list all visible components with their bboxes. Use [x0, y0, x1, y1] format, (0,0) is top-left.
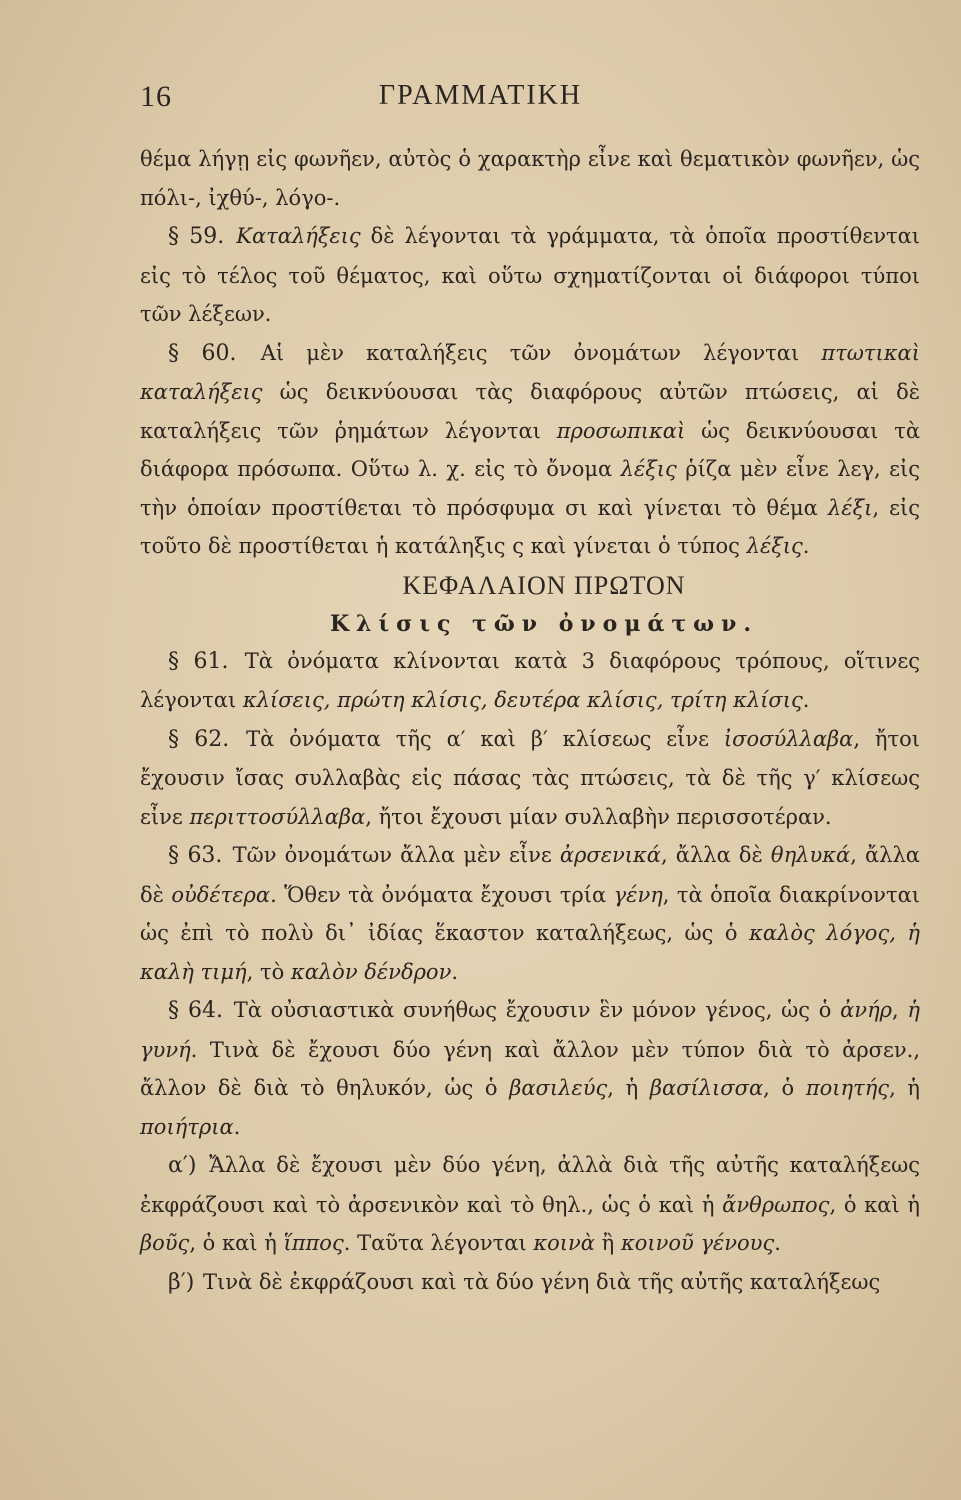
italic-term: πτωτικαὶ καταλήξεις [140, 340, 920, 404]
text-run: ὡς δεικνύουσαι τὰς διαφόρους αὐτῶν πτώσεις, αἱ δὲ καταλήξεις τῶν ῥημάτων λέγονται [140, 380, 920, 443]
text-run: . [233, 1114, 241, 1139]
text-run: . Ὅθεν τὰ ὀνόματα ἔχουσι τρία [270, 882, 607, 907]
text-run: , ἤτοι ἔχουσι μίαν συλλαβὴν περισσοτέραν. [365, 804, 832, 829]
text-run: , ὁ καὶ ἡ [189, 1231, 277, 1255]
text-run: Τὰ οὐσιαστικὰ συνήθως ἔχουσιν ἓν μόνον γένος, ὡς ὁ [233, 998, 832, 1022]
italic-term: ἵππος [283, 1231, 344, 1255]
section-number: § 61. [168, 648, 229, 674]
italic-term: οὐδέτερα [171, 882, 271, 907]
text-run: θέμα λήγῃ εἰς φωνῆεν, αὐτὸς ὁ χαρακτὴρ εἶνε καὶ θεματικὸν φωνῆεν, ὡς πόλι-, ἰχθύ-, λόγο-. [140, 147, 920, 210]
italic-term: λέξι [827, 495, 873, 520]
paragraph-alpha [140, 1146, 920, 1263]
text-run: , τὰ ὁποῖα διακρίνονται ὡς ἐπὶ τὸ πολὺ δι᾿ ἰδίας ἕκαστον καταλήξεως, ὡς ὁ [140, 882, 920, 945]
paragraph-beta [140, 1263, 920, 1303]
text-run: , ἄλλα δὲ [140, 843, 920, 907]
italic-term: ἰσοσύλλαβα [723, 726, 854, 751]
text-run: , ἡ [607, 1076, 639, 1100]
text-run: . Τινὰ δὲ ἔχουσι δύο γένη καὶ ἄλλον μὲν τύπον διὰ τὸ ἀρσεν., ἄλλον δὲ διὰ τὸ θηλυκόν, ὡς ὁ [140, 1037, 920, 1100]
italic-term: γένη [613, 882, 663, 907]
text-run: . [774, 1231, 781, 1255]
italic-term: κοινοῦ γένους [620, 1231, 775, 1255]
text-run: Ἄλλα δὲ ἔχουσι μὲν δύο γένη, ἀλλὰ διὰ τῆς αὐτῆς καταλήξεως ἐκφράζουσι καὶ τὸ ἀρσενικὸν καὶ τὸ θηλ., ὡς ὁ καὶ ἡ [140, 1153, 920, 1217]
text-run: ῥίζα μὲν εἶνε λεγ, εἰς τὴν ὁποίαν προστίθεται τὸ πρόσφυμα σι καὶ γίνεται τὸ θέμα [140, 457, 920, 520]
text-run: ὡς δεικνύουσαι τὰ διάφορα πρόσωπα. Οὕτω λ. χ. εἰς τὸ ὄνομα [140, 418, 921, 481]
section-number: § 63. [168, 843, 223, 868]
page-header [0, 80, 961, 120]
text-run: , [892, 998, 899, 1022]
text-run: , ἡ [889, 1076, 920, 1100]
running-title: ΓΡΑΜΜΑΤΙΚΗ [378, 80, 583, 111]
text-run: . [802, 688, 810, 712]
subsection-label: β′) [168, 1269, 195, 1295]
text-run: , τὸ [246, 959, 285, 984]
italic-term: καλὸν δένδρον [290, 959, 452, 984]
section-number: § 59. [168, 224, 225, 249]
text-run: . [451, 959, 459, 984]
italic-term: Καταλήξεις [236, 224, 361, 248]
italic-term: βασίλισσα [649, 1076, 764, 1100]
subsection-label: α′) [168, 1153, 197, 1178]
italic-term: θηλυκά [770, 843, 851, 867]
page-number: 16 [140, 80, 172, 113]
italic-term: βοῦς [140, 1231, 190, 1255]
text-run: ἢ [601, 1231, 615, 1255]
text-run: Τὰ ὀνόματα τῆς α′ καὶ β′ κλίσεως εἶνε [246, 726, 710, 751]
italic-term: ποιητής [805, 1076, 890, 1100]
text-run: δὲ λέγονται τὰ γράμματα, τὰ ὁποῖα προστίθενται εἰς τὸ τέλος τοῦ θέματος, καὶ οὕτω σχηματίζονται οἱ διάφοροι τύποι τῶν λέξεων. [140, 224, 920, 326]
italic-term: κοινὰ [533, 1231, 595, 1255]
italic-term: βασιλεύς [509, 1076, 608, 1100]
italic-term: λέξις [746, 534, 803, 558]
italic-term: λέξις [620, 457, 677, 481]
paragraph-61 [140, 642, 920, 720]
text-run: . Ταῦτα λέγονται [343, 1231, 527, 1255]
text-run: Τῶν ὀνομάτων ἄλλα μὲν εἶνε [232, 843, 552, 867]
italic-term: κλίσεις, πρώτη κλίσις, δευτέρα κλίσις, τρίτη κλίσις [242, 688, 803, 712]
paragraph-59 [140, 217, 920, 334]
paragraph-60 [140, 334, 920, 566]
section-heading: Κλίσις τῶν ὀνομάτων. [329, 610, 759, 637]
text-run: , ὁ καὶ ἡ [829, 1192, 921, 1217]
text-run: Αἱ μὲν καταλήξεις τῶν ὀνομάτων λέγονται [260, 340, 800, 365]
section-number: § 60. [168, 340, 237, 366]
paragraph-intro [140, 140, 920, 217]
section-number: § 62. [168, 726, 230, 752]
paragraph-62 [140, 720, 920, 837]
text-run: Τινὰ δὲ ἐκφράζουσι καὶ τὰ δύο γένη διὰ τῆς αὐτῆς καταλήξεως [202, 1269, 881, 1294]
italic-term: περιττοσύλλαβα [189, 804, 366, 829]
text-run: . [802, 534, 810, 558]
text-run: , ἄλλα δὲ [660, 843, 763, 867]
text-run: , ἤτοι ἔχουσιν ἴσας συλλαβὰς εἰς πάσας τὰς πτώσεις, τὰ δὲ τῆς γ′ κλίσεως εἶνε [140, 726, 920, 829]
text-run: Τὰ ὀνόματα κλίνονται κατὰ 3 διαφόρους τρόπους, οἵτινες λέγονται [140, 648, 920, 712]
italic-term: ἀνήρ [840, 998, 892, 1022]
italic-term: καλὸς λόγος, ἡ καλὴ τιμή [140, 921, 920, 984]
text-run: , εἰς τοῦτο δὲ προστίθεται ἡ κατάληξις ς καὶ γίνεται ὁ τύπος [140, 495, 920, 558]
body-text [140, 140, 920, 1302]
chapter-title: ΚΕΦΑΛΑΙΟΝ ΠΡΩΤΟΝ [402, 570, 686, 600]
italic-term: ἄνθρωπος [722, 1192, 830, 1217]
text-run: , ὁ [763, 1076, 795, 1100]
italic-term: ποιήτρια [140, 1114, 234, 1139]
paragraph-63 [140, 836, 920, 991]
italic-term: ἡ γυνή [140, 998, 921, 1062]
italic-term: προσωπικαὶ [556, 418, 686, 443]
italic-term: ἀρσενικά [559, 843, 661, 867]
section-number: § 64. [168, 998, 224, 1023]
paragraph-64 [140, 991, 920, 1146]
